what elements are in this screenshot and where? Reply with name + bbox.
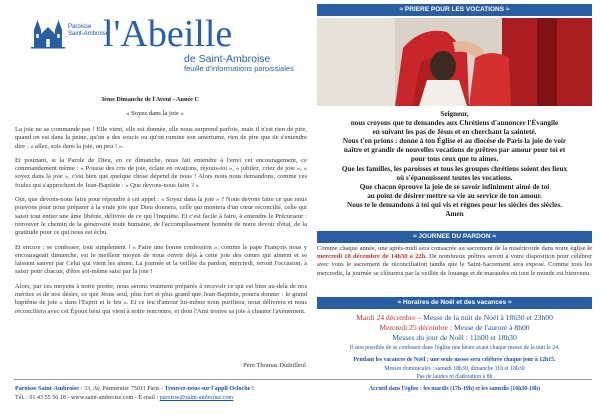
prayer-line: Seigneur, <box>440 110 469 118</box>
newsletter-title: l'Abeille <box>103 13 233 55</box>
pardon-date: le mercredi 18 décembre de 14h30 à 22h <box>317 245 592 261</box>
prayer-line: nous croyons que tu demandes aux Chrétiens d'annoncer l'Évangile <box>350 119 559 128</box>
schedule-line <box>317 323 592 333</box>
accueil-hours: Accueil dans l'église : les mardis (17h-19h) et les samedis (16h30-18h) <box>369 386 540 392</box>
newsletter-subtitle: de Saint-Ambroise <box>184 53 271 65</box>
prayer-line: pour tous ceux que tu aimes. <box>410 155 499 164</box>
editorial-paragraph: Et encore : se confesser, tout simplement ! « Faire une bonne confession », comme le pape François nous y encourageait dimanche, est le meilleur moyen de nous ouvrir déjà à cette joie des cœurs qui aiment et se laissent sauver par Celui qui vient les aimer. La journée et la veillée du pardon, mercredi, seront l'occasion, à saisir pour chacun, d'être soi-même saisi par la joie ! <box>15 243 307 276</box>
footer-website-link[interactable]: www.saint-ambroise.com <box>71 395 134 401</box>
footer-app: Trouvez-nous sur l'appli Ocloche ! <box>164 386 254 392</box>
footer-email-link[interactable]: paroisse@saint-ambroise.com <box>159 395 234 401</box>
church-logo-icon <box>30 16 66 50</box>
prayer-line: Nous te le demandons à toi qui vis et règnes pour les siècles des siècles. <box>347 200 562 209</box>
newsletter-tagline: feuille d'informations paroissiales <box>184 64 294 73</box>
vacances-title: Pendant les vacances de Noël : une seule messe sera célébrée chaque jour à 12h15. <box>353 357 556 363</box>
logo-label-line1: Paroisse <box>68 24 92 30</box>
prayer-line: naître et grandir de nouvelles vocations de prêtres par amour pour toi et <box>343 146 566 155</box>
vocations-prayer <box>317 110 592 219</box>
footer-street: - 33, Av. Parmentier 75011 Paris - <box>78 386 165 392</box>
vocations-banner: ≈ PRIERE POUR LES VOCATIONS ≈ <box>317 4 592 16</box>
prayer-line: où s'épanouissent toutes les vocations. <box>396 173 513 182</box>
prayer-line: Nous t'en prions : donne à ton Église et au diocèse de Paris la joie de voir <box>342 137 567 146</box>
pardon-banner: ≈ JOURNEE DU PARDON ≈ <box>317 231 592 243</box>
vacances-line: Pas de laudes ni d'adoration à 8h <box>416 374 493 380</box>
prayer-line: en suivant les pas de Jésus et en cherchant la sainteté. <box>372 128 537 137</box>
footer-parish-name: Paroisse Saint-Ambroise <box>15 386 79 392</box>
schedule-day: Mercredi 25 décembre <box>379 323 449 332</box>
schedule-text: – Messe de la nuit de Noël à 18h30 et 23h00 <box>415 313 553 322</box>
footer-address <box>15 386 335 394</box>
footer-tel: Tél. : 01 43 55 56 18 - <box>15 395 72 401</box>
liturgical-date: 3ème Dimanche de l'Avent - Année C <box>101 96 199 103</box>
schedule-line <box>317 313 592 323</box>
pardon-text-part: . De nombreux prêtres seront à votre disposition pour célébrer avec vous le sacrement de réconciliation tandis que le Saint-Sacrement sera exposé. Comme tous les mercredis, la journée se clôturera par la veillée de louange et de maraudes où tout le monde est bienvenu. <box>317 253 592 277</box>
prayer-line: Que chacun éprouve la joie de se savoir infiniment aimé de toi <box>359 182 550 191</box>
pardon-text-part: Comme chaque année, une après-midi sera consacrée au sacrement de la miséricorde dans notre église <box>317 245 588 252</box>
schedule-line: Messes du jour de Noël : 11h00 et 18h30 <box>392 333 517 342</box>
editorial-signature: Père Thomas Duthilleul <box>243 362 306 369</box>
horaires-banner: ≈ Horaires de Noël et des vacances ≈ <box>317 297 592 309</box>
pardon-text <box>317 245 592 278</box>
vacances-line: Messes dominicales : samedi 18h30, dimanche 11h et 18h30 <box>384 366 525 372</box>
logo-label-line2: Saint-Ambroise <box>68 31 110 37</box>
prayer-line: Que les familles, les paroisses et tous les groupes chrétiens soient des lieux <box>341 164 568 173</box>
footer-contact <box>15 395 335 403</box>
schedule-note: Il sera possible de se confesser dans l'église une heure avant chaque messe de la nuit le 24. <box>349 345 560 351</box>
editorial-title: « Soyez dans la joie » <box>126 110 184 117</box>
prayer-line: au point de désirer mettre sa vie au service de ton amour. <box>367 191 542 200</box>
editorial-paragraph: Et pourtant, si la Parole de Dieu, en ce dimanche, nous fait entendre à l'envi cet encouragement, ce commandement même : « Pousse des cris de joie, éclate en ovations, réjouis-toi », « jubilez, criez de joie », « soyez dans la joie », c'est bien que quelque chose dépend de nous ! Alors nous nous demandons, comme ces foules qui s'approchent de Jean-Baptiste : « Que devons-nous faire ? » <box>15 156 307 189</box>
editorial-paragraph: La joie ne se commande pas ! Elle vient, elle est donnée, elle nous surprend parfois, mais il n'est rien de pire, quand on est dans la peine, qu'on a des soucis ou qu'on rumine son amertume, rien de pire que de s'entendre dire : « allez, sois dans la joie, un peu ! ». <box>15 126 307 150</box>
schedule-day: Mardi 24 décembre <box>356 313 416 322</box>
editorial-paragraph: Alors, par ces moyens à notre portée, nous serons vraiment préparés à recevoir ce qui est bien au-delà de nos mérites et de nos désirs, ce que Jésus seul, plus fort et plus grand que Jean-Baptiste, pourra donner : le grand baptême de joie « dans l'Esprit et le feu ». Et ce feu d'amour lui-même nous purifiera, nous délivrera et nous réconciliera avec cet Époux béni qui vient à notre rencontre, et dont l'Ami trouve sa joie à chanter l'avènement. <box>15 282 307 315</box>
editorial-paragraph: Oui, que devons-nous faire pour répondre à cet appel : « Soyez dans la joie » ? Nous devons faire ce que nous pouvons pour nous préparer à la vraie joie que Dieu donnera, celle qui montera d'un cœur réconcilié, celle qui saisit tout entier une âme libérée, délivrée de ce qui l'inquiète. Et c'est facile à faire, à entendre le Précurseur : retrouver le chemin de la générosité toute humaine, de l'accomplissement honnête de notre devoir d'état, de la gratitude pour ce qui nous est échu. <box>15 196 307 237</box>
ordination-photo <box>317 18 592 106</box>
footer-email-label: - E-mail : <box>133 395 160 401</box>
editorial-body <box>15 126 307 322</box>
prayer-line: Amen <box>445 210 464 219</box>
schedule-text: : Messe de l'aurore à 8h00 <box>448 323 530 332</box>
